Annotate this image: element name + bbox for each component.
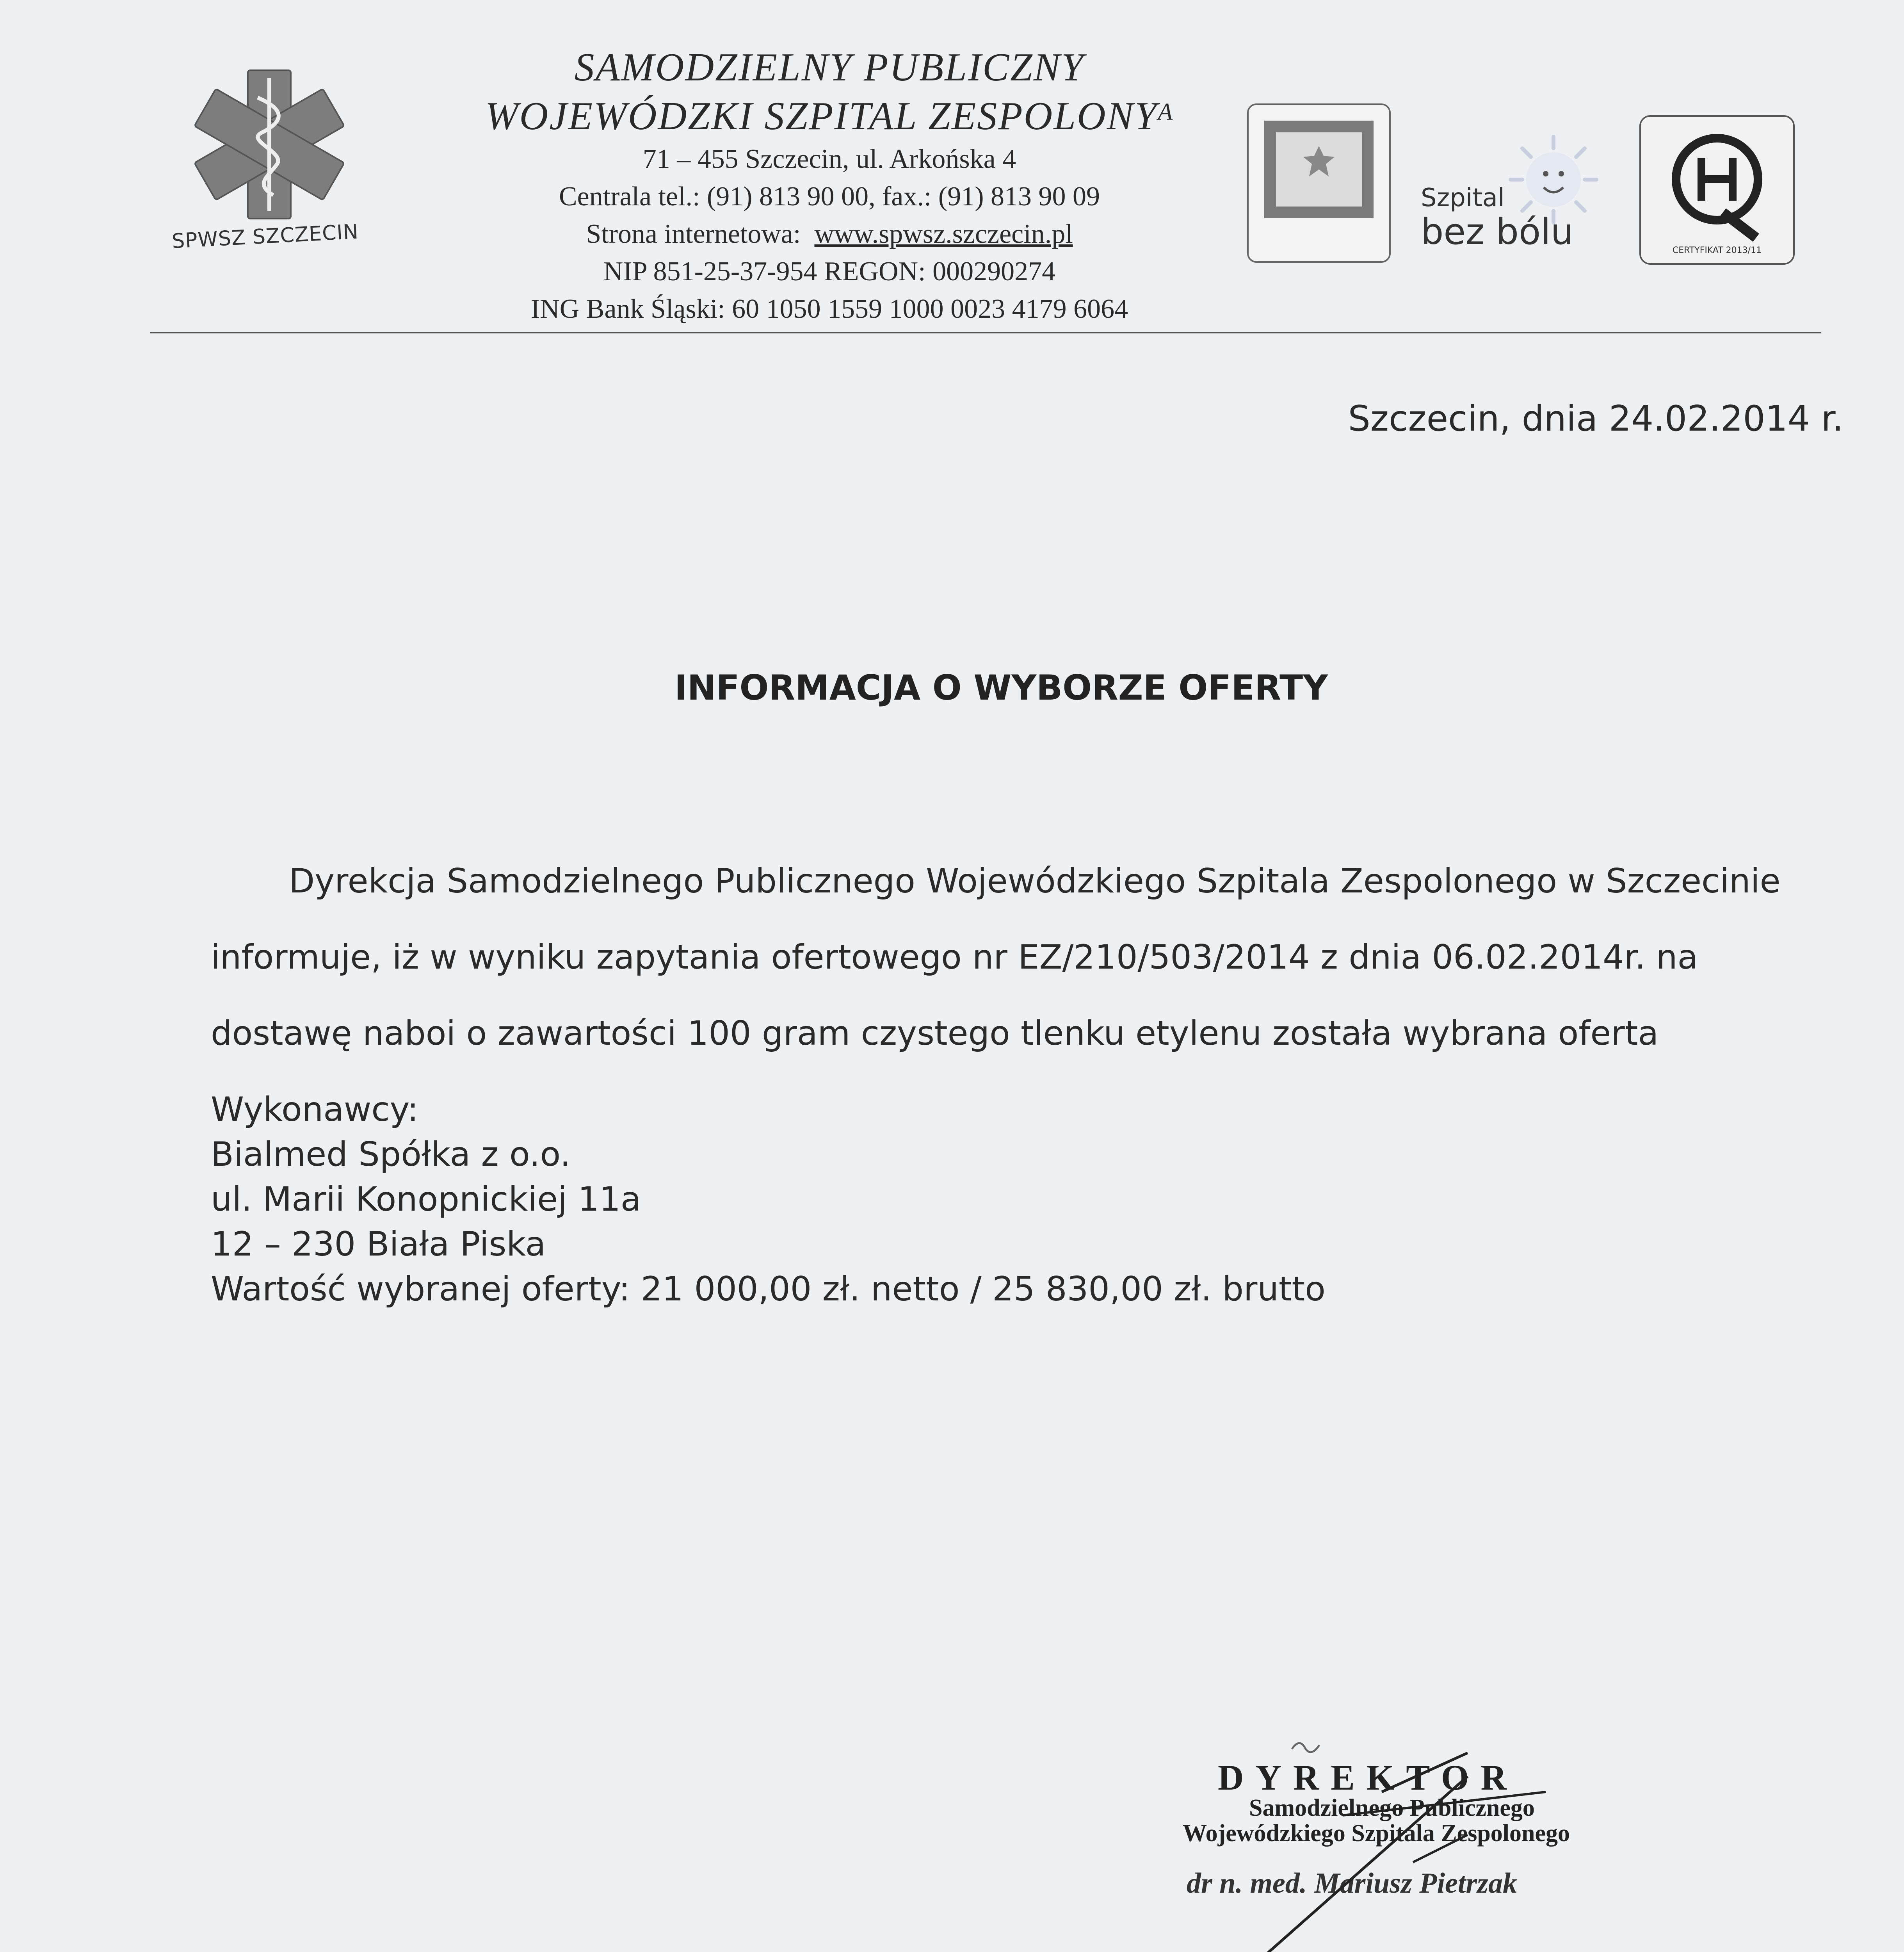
hospital-letterhead (410, 43, 1249, 328)
hospital-name-line2 (410, 92, 1249, 141)
stamp-line3: Wojewódzkiego Szpitala Zespolonego (1183, 1820, 1570, 1847)
date-line: Szczecin, dnia 24.02.2014 r. (1348, 398, 1843, 439)
stamp-title: DYREKTOR (1218, 1758, 1518, 1797)
contractor-name: Bialmed Spółka z o.o. (211, 1135, 571, 1174)
body-line-4: Wykonawcy: (211, 1090, 419, 1129)
hospital-name-line1: SAMODZIELNY PUBLICZNY (574, 45, 1085, 89)
contractor-city: 12 – 230 Biała Piska (211, 1225, 546, 1264)
document-title: INFORMACJA O WYBORZE OFERTY (674, 668, 1328, 708)
hospital-nip-regon: NIP 851-25-37-954 REGON: 000290274 (603, 256, 1056, 287)
hospital-name-line2-text: WOJEWÓDZKI SZPITAL ZESPOLONY (485, 94, 1158, 138)
hospital-bank: ING Bank Śląski: 60 1050 1559 1000 0023 4179 6064 (530, 294, 1128, 324)
contractor-street: ul. Marii Konopnickiej 11a (211, 1180, 641, 1219)
contractor-block (211, 1132, 1326, 1312)
website-link[interactable]: www.spwsz.szczecin.pl (814, 219, 1073, 249)
handwritten-signature-icon (1194, 1733, 1663, 1952)
website-label: Strona internetowa: (586, 219, 801, 249)
offer-value: Wartość wybranej oferty: 21 000,00 zł. netto / 25 830,00 zł. brutto (211, 1270, 1326, 1309)
hospital-website (410, 216, 1249, 253)
hospital-name-sup: A (1158, 99, 1174, 125)
iso-certificate-badge (1247, 103, 1391, 263)
quality-certificate-badge (1639, 115, 1795, 265)
cert-caption: CERTYFIKAT 2013/11 (1672, 246, 1762, 255)
stamp-line2: Samodzielnego Publicznego (1249, 1795, 1535, 1821)
body-line-2: informuje, iż w wyniku zapytania ofertowego nr EZ/210/503/2014 z dnia 06.02.2014r. na (211, 938, 1698, 977)
stamp-director-name: dr n. med. Mariusz Pietrzak (1187, 1867, 1518, 1899)
eagle-emblem-icon (1299, 142, 1338, 181)
badge-bez-bolu: bez bólu (1421, 211, 1574, 253)
body-line-3: dostawę naboi o zawartości 100 gram czystego tlenku etylenu została wybrana oferta (211, 1014, 1659, 1053)
logo-caption: SPWSZ SZCZECIN (171, 220, 359, 253)
header-divider (150, 332, 1821, 333)
body-paragraph (211, 843, 1819, 1148)
star-of-life-icon (172, 62, 367, 242)
hospital-phone-fax: Centrala tel.: (91) 813 90 00, fax.: (91) 813 90 09 (559, 182, 1100, 212)
badge-szpital: Szpital (1421, 183, 1505, 212)
body-line-1: Dyrekcja Samodzielnego Publicznego Wojewódzkiego Szpitala Zespolonego w Szczecinie (289, 862, 1781, 901)
hq-certificate-icon (1664, 128, 1770, 242)
hospital-address: 71 – 455 Szczecin, ul. Arkońska 4 (642, 144, 1016, 174)
